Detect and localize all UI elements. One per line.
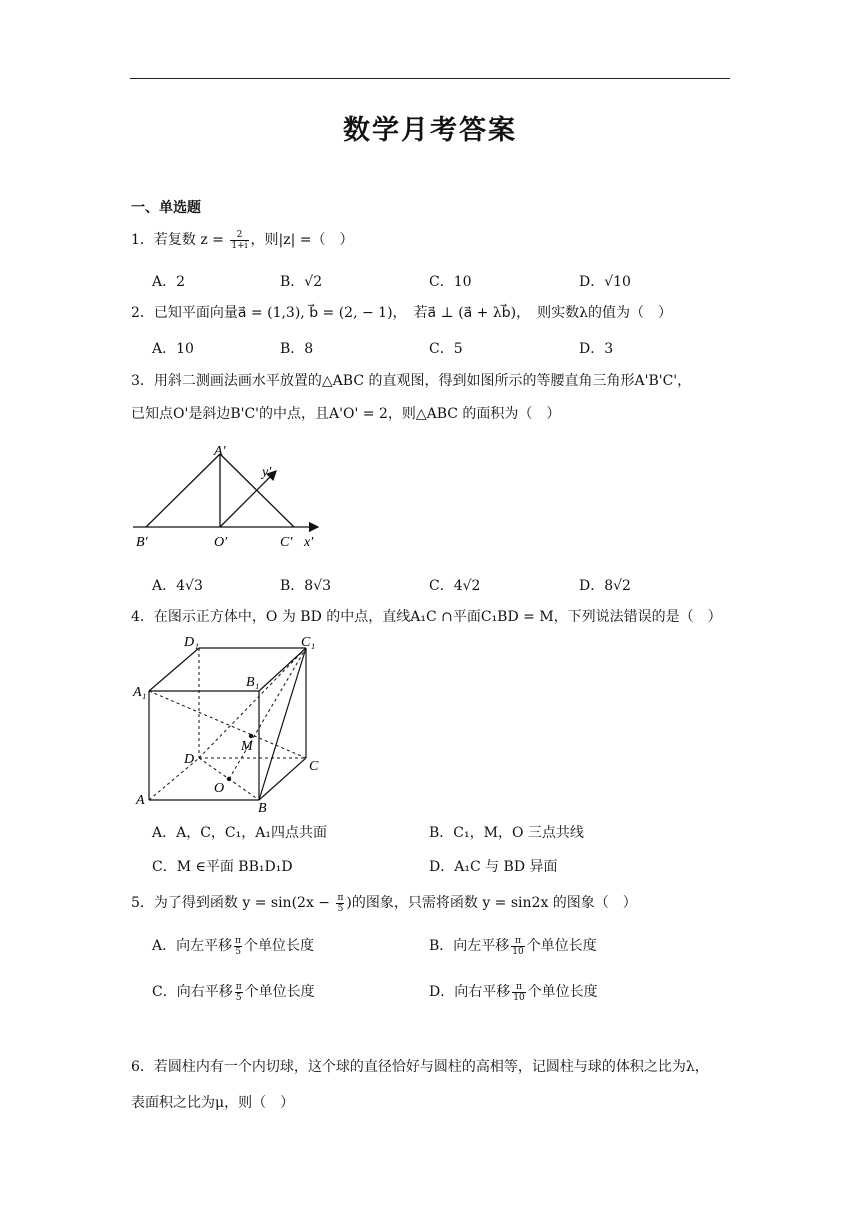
option-d: D．8√2	[579, 578, 631, 594]
question-3-line-1: 3．用斜二测画法画水平放置的△ABC 的直观图，得到如图所示的等腰直角三角形A'B'C'，	[131, 373, 692, 389]
label-x: x′	[304, 535, 314, 550]
label-b: B	[258, 801, 267, 815]
option-b: B．8	[280, 341, 314, 357]
option-c: C．M ∈平面 BB₁D₁D	[152, 859, 293, 875]
option-b: B．C₁，M，O 三点共线	[429, 825, 584, 841]
header-rule	[130, 78, 730, 79]
option-c: C．10	[429, 274, 472, 290]
option-b: B．8√3	[280, 578, 332, 594]
label-a1: A₁	[133, 685, 147, 700]
question-3-line-2: 已知点O'是斜边B'C'的中点，且A'O' = 2，则△ABC 的面积为（ ）	[131, 406, 561, 422]
fraction: $\frac{\pi}{5}$	[337, 892, 344, 914]
option-a: A．4√3	[152, 578, 203, 594]
label-c1: C₁	[301, 635, 316, 650]
option-a: A．2	[152, 274, 186, 290]
oblique-triangle-figure	[128, 438, 328, 556]
option-d: D．3	[579, 341, 614, 357]
option-a: A．10	[152, 341, 194, 357]
cube-figure	[128, 630, 328, 815]
label-o: O′	[214, 535, 228, 550]
option-b: B．√2	[280, 274, 323, 290]
label-c: C′	[280, 535, 293, 550]
label-y: y′	[262, 465, 272, 480]
section-heading: 一、单选题	[131, 200, 201, 216]
fraction: $\frac{2}{1+i}$	[231, 229, 248, 251]
option-c: C．4√2	[429, 578, 481, 594]
question-6-line-2: 表面积之比为μ，则（ ）	[131, 1095, 295, 1111]
option-b: B．向左平移 $\frac{\pi}{10}$ 个单位长度	[429, 935, 597, 957]
label-a: A′	[214, 444, 226, 459]
label-a: A	[136, 793, 145, 808]
question-5-stem: 5．为了得到函数 y = sin(2x − $\frac{\pi}{5}$ )的图象，只需将函数 y = sin2x 的图象（ ）	[131, 892, 637, 914]
option-d: D．√10	[579, 274, 631, 290]
label-o: O	[214, 781, 225, 796]
option-c: C．5	[429, 341, 463, 357]
question-1-stem: 1．若复数 z = $\frac{2}{1+i}$ ，则|z| =（ ）	[131, 229, 354, 251]
label-c: C	[309, 759, 319, 774]
label-b1: B₁	[246, 675, 260, 690]
question-4-stem: 4．在图示正方体中，O 为 BD 的中点，直线A₁C ∩平面C₁BD = M，下列说法错误的是（ ）	[131, 609, 722, 625]
page-title: 数学月考答案	[343, 115, 517, 146]
option-d: D．向右平移 $\frac{\pi}{10}$ 个单位长度	[429, 981, 598, 1003]
option-c: C．向右平移 $\frac{\pi}{5}$ 个单位长度	[152, 981, 315, 1003]
label-m: M	[241, 739, 253, 754]
option-d: D．A₁C 与 BD 异面	[429, 859, 558, 875]
side-ab	[146, 454, 220, 527]
label-d: D	[184, 752, 195, 767]
option-a: A．向左平移 $\frac{\pi}{5}$ 个单位长度	[152, 935, 315, 957]
label-b: B′	[136, 535, 148, 550]
question-6-line-1: 6．若圆柱内有一个内切球，这个球的直径恰好与圆柱的高相等，记圆柱与球的体积之比为λ，	[131, 1059, 709, 1075]
label-d1: D₁	[184, 635, 199, 650]
question-2-stem: 2．已知平面向量a⃗ = (1,3), b⃗ = (2, − 1)， 若a⃗ ⊥ (a⃗ + λb⃗)， 则实数λ的值为（ ）	[131, 305, 672, 321]
option-a: A．A，C，C₁，A₁四点共面	[152, 825, 327, 841]
